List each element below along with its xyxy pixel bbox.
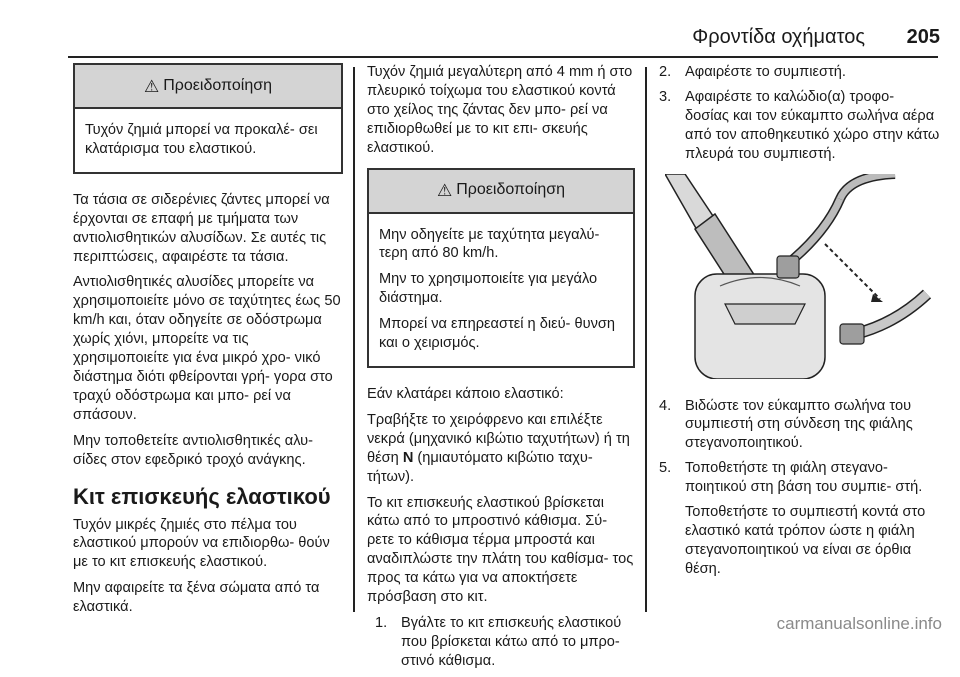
column-left: [73, 63, 343, 624]
header-rule: [68, 56, 938, 58]
compressor-hose-illustration: [665, 174, 939, 379]
warning-text: Μην οδηγείτε με ταχύτητα μεγαλύ- τερη από 80 km/h.: [379, 226, 600, 262]
step-text: Βιδώστε τον εύκαμπτο σωλήνα του συμπιεστή στη σύνδεση της φιάλης στεγανοποιητικού.: [685, 397, 913, 452]
running-title: Φροντίδα οχήματος: [692, 26, 865, 48]
watermark: carmanualsonline.info: [776, 614, 942, 633]
step-text: Αφαιρέστε το συμπιεστή.: [685, 64, 846, 80]
step-number: 5.: [659, 460, 672, 477]
warning-body: [369, 214, 633, 366]
step-number: 1.: [375, 614, 388, 631]
text-run: Τραβήξτε το χειρόφρενο και επιλέξτε νεκρά (μηχανικό κιβώτιο ταχυτήτων) ή τη θέση: [367, 411, 630, 466]
warning-header: [75, 65, 341, 109]
column-divider: [353, 67, 355, 612]
warning-text: Μην το χρησιμοποιείτε για μεγάλο διάστημα.: [379, 271, 598, 307]
page-header: [0, 0, 960, 56]
step-text: Αφαιρέστε το καλώδιο(α) τροφο- δοσίας και τον εύκαμπτο σωλήνα αέρα από τον αποθηκευτικό χώρο στην κάτω πλευρά του συμπιεστή.: [685, 88, 940, 162]
paragraph: Το κιτ επισκευής ελαστικού βρίσκεται κάτω από το μπροστινό κάθισμα. Σύ- ρετε το κάθισμα τέρμα μπροστά και αναδιπλώστε την πλάτη του καθίσμα- τος προς τα κάτω για να αποκτήσετε πρόσβαση στο κιτ.: [367, 494, 634, 606]
page-number: 205: [906, 26, 940, 48]
section-heading: Κιτ επισκευής ελαστικού: [73, 483, 331, 509]
column-divider: [645, 67, 647, 612]
warning-title: Προειδοποίηση: [456, 181, 565, 199]
paragraph: Εάν κλατάρει κάποιο ελαστικό:: [367, 385, 564, 402]
paragraph: [367, 411, 635, 487]
warning-title: Προειδοποίηση: [163, 76, 272, 94]
column-middle: [367, 63, 635, 677]
gear-position-n: N: [402, 449, 414, 466]
paragraph: Τα τάσια σε σιδερένιες ζάντες μπορεί να έρχονται σε επαφή με τμήματα των αντιολισθητικών αλυσίδων. Σε αυτές τις περιπτώσεις, αφαιρέστε τα τάσια.: [73, 191, 330, 265]
list-item: [657, 63, 941, 82]
paragraph: Μην αφαιρείτε τα ξένα σώματα από τα ελαστικά.: [73, 580, 320, 616]
paragraph: Τυχόν ζημιά μεγαλύτερη από 4 mm ή στο πλευρικό τοίχωμα του ελαστικού κοντά στο χείλος της ζάντας δεν μπο- ρεί να επιδιορθωθεί με το κιτ επι- σκευής ελαστικού.: [367, 64, 633, 156]
warning-text: Μπορεί να επηρεαστεί η διεύ- θυνση και ο χειρισμός.: [379, 316, 615, 352]
step-number: 2.: [659, 64, 672, 80]
step-number: 3.: [659, 88, 672, 105]
list-item: [373, 614, 635, 671]
list-item: [657, 459, 941, 578]
paragraph: Αντιολισθητικές αλυσίδες μπορείτε να χρησιμοποιείτε μόνο σε ταχύτητες έως 50 km/h και, όταν οδηγείτε σε οδόστρωμα χωρίς χιόνι, μπορείτε να τις χρησιμοποιείτε για ένα μικρό χρο- νικό διάστημα διότι φθείρονται γρή- γορα στο τραχύ οδόστρωμα και μπο- ρεί να σπάσουν.: [73, 274, 341, 423]
paragraph: Μην τοποθετείτε αντιολισθητικές αλυ- σίδες στον εφεδρικό τροχό ανάγκης.: [73, 432, 314, 468]
warning-header: [369, 170, 633, 214]
warning-box: [367, 168, 635, 368]
warning-body: [75, 109, 341, 172]
steps-list: [657, 397, 941, 579]
paragraph: Τυχόν μικρές ζημιές στο πέλμα του ελαστικού μπορούν να επιδιορθω- θούν με το κιτ επισκευής ελαστικού.: [73, 516, 330, 571]
step-number: 4.: [659, 397, 672, 414]
step-extra-text: Τοποθετήστε το συμπιεστή κοντά στο ελαστικό κατά τρόπον ώστε η φιάλη στεγανοποιητικού να είναι σε όρθια θέση.: [685, 504, 926, 577]
warning-triangle-icon: ⚠: [143, 76, 160, 96]
text-run: (ημιαυτόματο κιβώτιο ταχυ- τήτων).: [367, 449, 593, 485]
step-text: Τοποθετήστε τη φιάλη στεγανο- ποιητικού στη βάση του συμπιε- στή.: [685, 460, 923, 496]
steps-list: [657, 63, 941, 164]
steps-list: [373, 614, 635, 671]
warning-text: Τυχόν ζημιά μπορεί να προκαλέ- σει κλατάρισμα του ελαστικού.: [85, 122, 318, 157]
step-text: Βγάλτε το κιτ επισκευής ελαστικού που βρίσκεται κάτω από το μπρο- στινό κάθισμα.: [401, 614, 622, 669]
list-item: [657, 88, 941, 164]
column-right: [657, 63, 941, 585]
warning-triangle-icon: ⚠: [436, 181, 453, 201]
list-item: [657, 397, 941, 454]
warning-box: [73, 63, 343, 174]
